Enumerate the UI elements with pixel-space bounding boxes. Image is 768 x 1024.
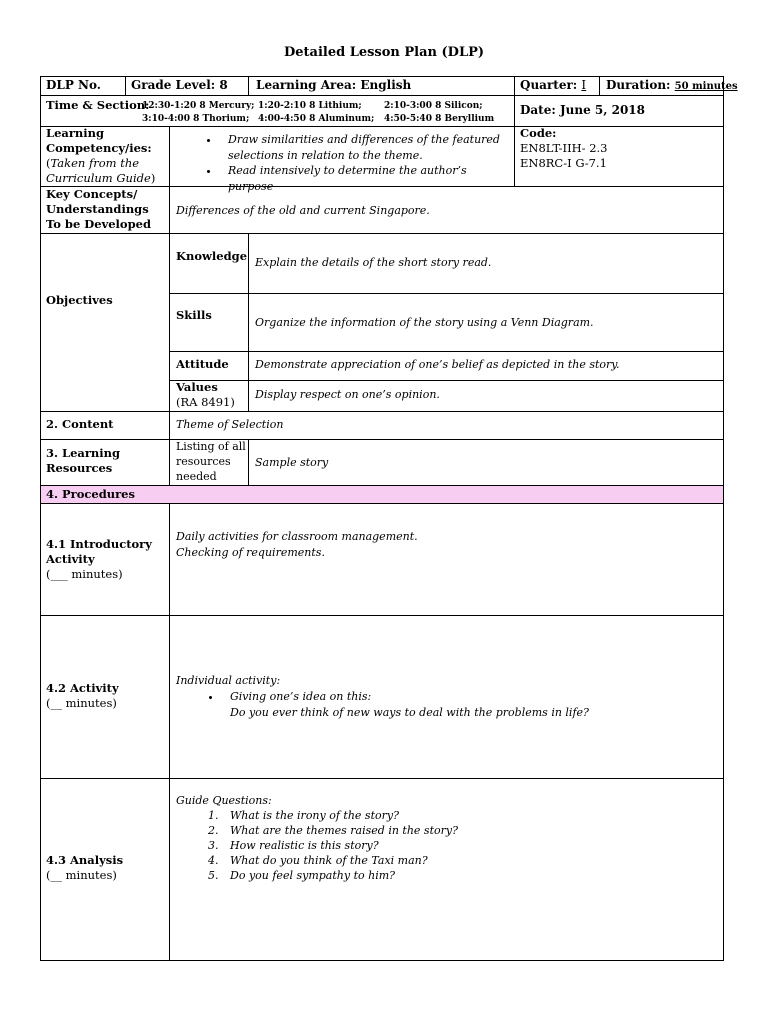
schedule-5: 4:00-4:50 8 Aluminum;: [258, 114, 375, 124]
competency-paren-open: (: [46, 156, 51, 170]
intro-lines: [176, 529, 418, 560]
competency-label: [46, 126, 168, 186]
code-2: EN8RC-I G-7.1: [520, 156, 607, 170]
schedule-4: 3:10-4:00 8 Thorium;: [142, 114, 250, 124]
skills-value: Organize the information of the story using a Venn Diagram.: [255, 316, 594, 329]
skills-label: Skills: [176, 308, 212, 322]
code-1: EN8LT-IIH- 2.3: [520, 141, 608, 155]
schedule-1: 12:30-1:20 8 Mercury;: [142, 101, 255, 111]
analysis-question: 2. What are the themes raised in the story?: [222, 823, 716, 838]
activity-list: [176, 689, 716, 721]
content-value: Theme of Selection: [176, 418, 284, 431]
attitude-label: Attitude: [176, 357, 229, 371]
activity-heading: Individual activity:: [176, 674, 281, 687]
analysis-question: 3. How realistic is this story?: [222, 838, 716, 853]
competency-list: [174, 132, 504, 194]
schedule-6: 4:50-5:40 8 Beryllium: [384, 114, 495, 124]
content-label: 2. Content: [46, 417, 114, 431]
competency-source: Taken from the Curriculum Guide: [46, 156, 151, 185]
competency-item: • Draw similarities and differences of the featured selections in relation to the theme.: [220, 132, 504, 163]
code-label: Code:: [520, 126, 557, 140]
values-sub: (RA 8491): [176, 395, 235, 409]
activity-minutes: (__ minutes): [46, 696, 117, 710]
competency-paren-close: ): [150, 171, 156, 185]
code-block: [520, 126, 608, 171]
time-section-label: Time & Section:: [46, 98, 150, 112]
schedule-2: 1:20-2:10 8 Lithium;: [258, 101, 362, 111]
intro-line: Checking of requirements.: [176, 545, 325, 559]
activity-label-block: [46, 681, 166, 711]
competency-item: • Read intensively to determine the author’s purpose: [220, 163, 504, 194]
objectives-label: Objectives: [46, 293, 113, 307]
procedures-header: [40, 485, 724, 504]
intro-label: 4.1 Introductory Activity: [46, 537, 152, 566]
attitude-value: Demonstrate appreciation of one’s belief as depicted in the story.: [255, 358, 620, 371]
analysis-question: 1. What is the irony of the story?: [222, 808, 716, 823]
duration: [606, 78, 738, 94]
analysis-label-block: [46, 853, 166, 883]
activity-label: 4.2 Activity: [46, 681, 119, 695]
dlp-no-label: DLP No.: [46, 78, 101, 92]
duration-value: 50 minutes: [674, 81, 738, 92]
knowledge-label: Knowledge: [176, 249, 248, 263]
document-title: Detailed Lesson Plan (DLP): [283, 45, 485, 60]
resources-value: Sample story: [255, 456, 329, 469]
analysis-questions: [176, 808, 716, 883]
intro-label-block: [46, 537, 166, 582]
learning-area: Learning Area: English: [256, 78, 412, 92]
key-concepts-label: Key Concepts/ Understandings To be Developed: [46, 187, 151, 231]
values-label-block: [176, 380, 235, 410]
key-concepts-value: Differences of the old and current Singapore.: [176, 204, 430, 217]
analysis-minutes: (__ minutes): [46, 868, 117, 882]
analysis-label: 4.3 Analysis: [46, 853, 124, 867]
competency-label-bold: Learning Competency/ies:: [46, 126, 152, 155]
activity-bullet: Giving one’s idea on this:: [230, 690, 372, 703]
procedures-label: 4. Procedures: [46, 487, 135, 501]
quarter-value: I: [581, 78, 587, 92]
intro-minutes: (___ minutes): [46, 567, 123, 581]
resources-listing: Listing of all resources needed: [176, 440, 246, 483]
grade-level: Grade Level: 8: [131, 78, 228, 92]
quarter-label: Quarter:: [520, 78, 582, 92]
analysis-question: 4. What do you think of the Taxi man?: [222, 853, 716, 868]
values-label: Values: [176, 380, 218, 394]
analysis-question: 5. Do you feel sympathy to him?: [222, 868, 716, 883]
analysis-heading: Guide Questions:: [176, 794, 272, 807]
intro-line: Daily activities for classroom management.: [176, 530, 418, 543]
duration-label: Duration:: [606, 78, 675, 92]
objectives-label-cell: [40, 233, 170, 412]
resources-label: 3. Learning Resources: [46, 446, 121, 475]
values-value: Display respect on one’s opinion.: [255, 388, 440, 401]
quarter: [520, 78, 586, 93]
lesson-date: Date: June 5, 2018: [520, 103, 646, 117]
activity-item: [222, 689, 716, 721]
schedule-3: 2:10-3:00 8 Silicon;: [384, 101, 483, 111]
knowledge-value: Explain the details of the short story read.: [255, 256, 492, 269]
activity-question: Do you ever think of new ways to deal with the problems in life?: [230, 706, 589, 719]
